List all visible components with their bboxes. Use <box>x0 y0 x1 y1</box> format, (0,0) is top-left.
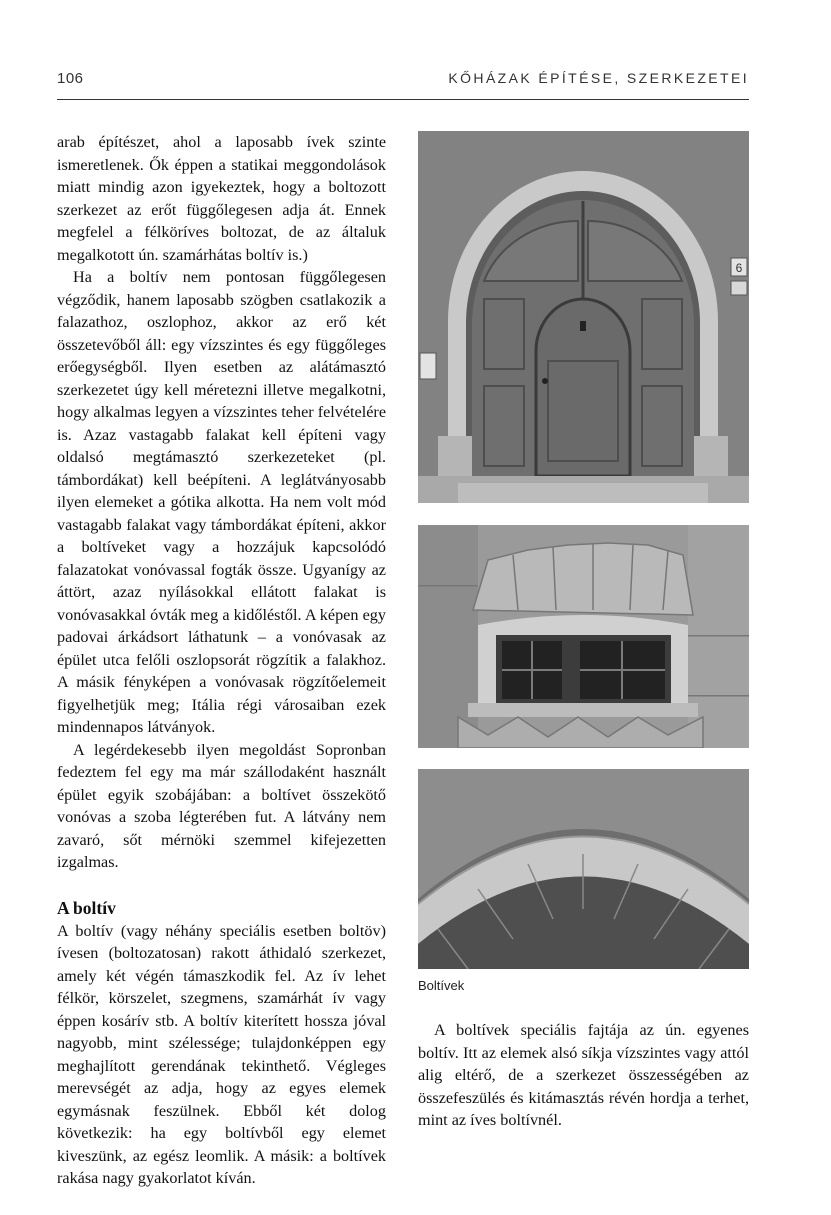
header-rule <box>57 99 749 100</box>
door-photo <box>418 131 749 503</box>
paragraph-4: A boltív (vagy néhány speciális esetben boltöv) ívesen (boltozatosan) rakott áthidaló szerkezet, amely két végén támaszkodik fel. Az ív lehet félkör, körszelet, szegmens, szamárhát ív vagy éppen kosárív stb. A boltív kiterített hossza jóval nagyobb, mint szélessége; tulajdonképpen egy meghajlított gerendának tekinthető. Végleges merevségét az adja, hogy az egyes elemek egymásnak feszülnek. Ebből két dolog következik: ha egy boltívből egy elemet kiveszünk, az egész leomlik. A másik: a boltívek rakása nagy gyakorlatot kíván. <box>57 921 386 1187</box>
running-title: KŐHÁZAK ÉPÍTÉSE, SZERKEZETEI <box>448 70 749 86</box>
paragraph-1: arab építészet, ahol a laposabb ívek szinte ismeretlenek. Ők éppen a statikai meggondolások miatt mindig azon igyekeztek, hogy a boltozott szerkezet az erőt függőlegesen adja át. Ennek megfelel a félköríves boltozat, de az általuk megalkotott ún. szamárhátas boltív is.) <box>57 133 386 264</box>
house-number: 6 <box>735 261 743 275</box>
paragraph-2: Ha a boltív nem pontosan függőlegesen végződik, hanem laposabb szögben csatlakozik a falazathoz, oszlophoz, akkor az erő két összetevőből áll: egy vízszintes és egy függőleges erőegységből. Ilyen esetben az alátámasztó szerkezetet úgy kell méretezni illetve megalkotni, hogy alkalmas legyen a vízszintes teher felvételére is. Azaz vastagabb falakat kell építeni vagy oldalsó megtámasztó szerkezeteket (pl. támbordákat) kell beépíteni. A leglátványosabb ilyen elemeket a gótika alkotta. Ha nem volt mód vastagabb falakat vagy támbordákat építeni, akkor a boltíveket vagy a hozzájuk kapcsolódó falazatokat vonóvassal fogták össze. Ugyanígy az áttört, azaz nyílásokkal ellátott falakat is vonóvasakkal óvták meg a kidőléstől. A képen egy padovai árkádsort láthatunk – a vonóvasak az épület utca felőli oszlopsorát rögzítik a falakhoz. A másik fényképen a vonóvasak rögzítőelemeit figyelhetjük meg; Itália régi városaiban ezek mindennapos látványok. <box>57 268 386 736</box>
paragraph-3: A legérdekesebb ilyen megoldást Sopronban fedeztem fel egy ma már szállodaként használt épület egyik szobájában: a boltívet összekötő vonóvas a szoba légterében fut. A látvány nem zavaró, sőt mérnöki szemmel kifejezetten izgalmas. <box>57 740 386 871</box>
window-photo <box>418 525 749 748</box>
right-paragraph: A boltívek speciális fajtája az ún. egyenes boltív. Itt az elemek alsó síkja vízszintes vagy attól alig eltérő, de a szerkezet összességében az összefeszülés és kitámasztás révén hordja a terhet, mint az íves boltívnél. <box>418 1021 749 1129</box>
arch-photo <box>418 769 749 969</box>
left-column <box>57 131 386 1190</box>
figure-caption: Boltívek <box>418 978 465 993</box>
page-number: 106 <box>57 70 84 87</box>
section-title: A boltív <box>57 897 116 918</box>
right-column-text <box>418 1019 749 1132</box>
